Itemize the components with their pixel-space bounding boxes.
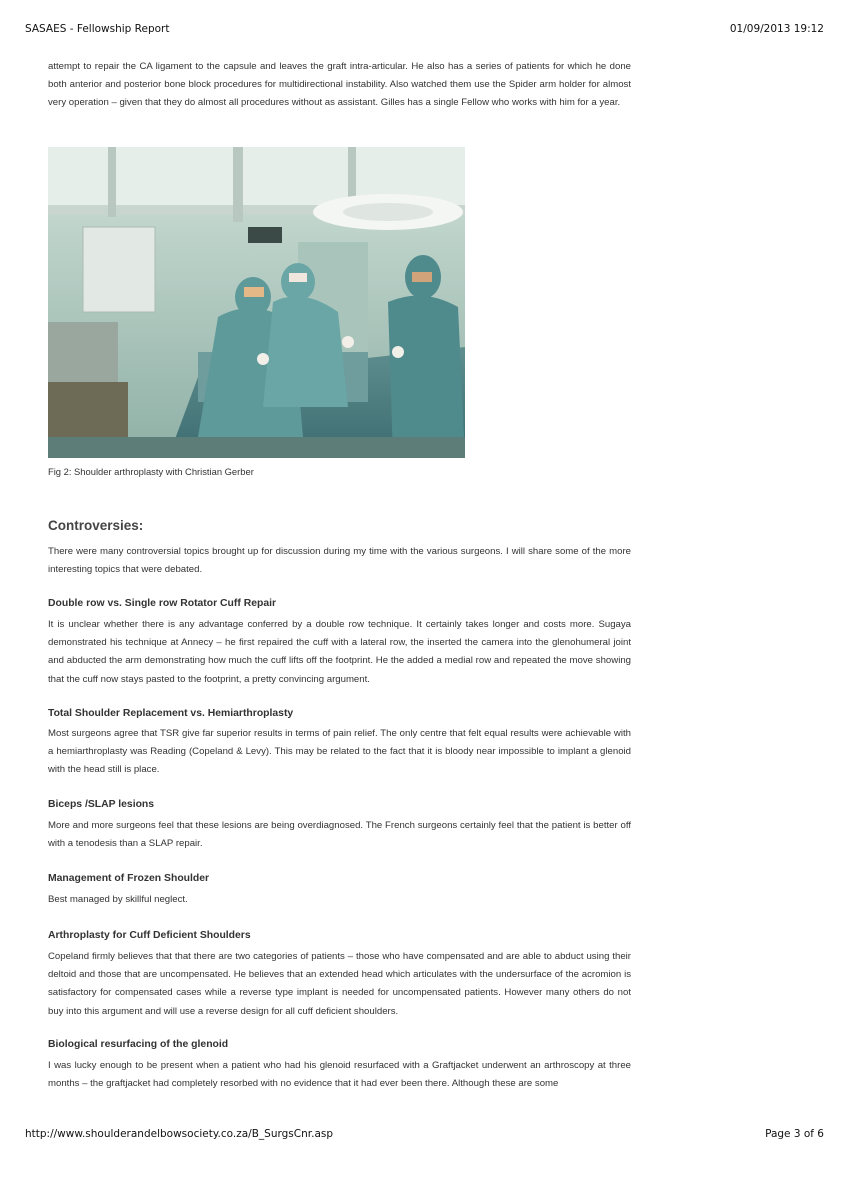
- page-number: Page 3 of 6: [765, 1128, 824, 1140]
- surgery-photo: [48, 147, 465, 458]
- topic-body: Copeland firmly believes that that there are two categories of patients – those who have compensated and are able to abduct using their deltoid and those that are uncompensated. He believes that an extended head which articulates with the undersurface of the acromion is satisfactory for compensated cases while a reverse type implant is needed for uncompensated patients. However many others do not buy into this argument and will use a reverse design for all cuff deficient shoulders.: [48, 951, 631, 1017]
- page-header: [25, 23, 824, 37]
- source-url: http://www.shoulderandelbowsociety.co.za/B_SurgsCnr.asp: [25, 1128, 334, 1140]
- topic-heading: Biceps /SLAP lesions: [48, 799, 155, 810]
- topic-body: More and more surgeons feel that these lesions are being overdiagnosed. The French surgeons certainly feel that the patient is better off with a tenodesis than a SLAP repair.: [48, 820, 631, 850]
- figure-caption: Fig 2: Shoulder arthroplasty with Christian Gerber: [48, 466, 254, 477]
- intro-paragraph: attempt to repair the CA ligament to the capsule and leaves the graft intra-articular. He also has a series of patients for which he done both anterior and posterior bone block procedures for multidirectional instability. Also watched them use the Spider arm holder for almost very operation – given that they do almost all procedures without as assistant. Gilles has a single Fellow who works with him for a year.: [48, 61, 631, 109]
- section-title: Controversies:: [48, 518, 144, 533]
- topic-heading: Arthroplasty for Cuff Deficient Shoulders: [48, 930, 251, 941]
- topic-heading: Management of Frozen Shoulder: [48, 873, 210, 884]
- topic-heading: Total Shoulder Replacement vs. Hemiarthroplasty: [48, 708, 294, 719]
- topic-body: Best managed by skillful neglect.: [48, 894, 188, 905]
- topic-body: Most surgeons agree that TSR give far superior results in terms of pain relief. The only centre that felt equal results were achievable with a hemiarthroplasty was Reading (Copeland & Levy). This may be related to the fact that it is bloody near impossible to implant a glenoid with the head still is place.: [48, 728, 631, 776]
- print-datetime: 01/09/2013 19:12: [729, 23, 824, 35]
- topic-body: It is unclear whether there is any advantage conferred by a double row technique. It certainly takes longer and costs more. Sugaya demonstrated his technique at Annecy – he first repaired the cuff with a lateral row, the inserted the camera into the glenohumeral joint and abducted the arm demonstrating how much the cuff lifts off the footprint. He the added a medial row and repeated the move showing that the cuff now stays pasted to the footprint, a pretty convincing argument.: [48, 619, 631, 685]
- topic-body: I was lucky enough to be present when a patient who had his glenoid resurfaced with a Graftjacket underwent an arthroscopy at three months – the graftjacket had completely resorbed with no evidence that it had ever been there. Although these are some: [48, 1060, 631, 1090]
- topic-heading: Double row vs. Single row Rotator Cuff Repair: [48, 598, 277, 609]
- section-intro: There were many controversial topics brought up for discussion during my time with the various surgeons. I will share some of the more interesting topics that were debated.: [48, 546, 631, 576]
- topic-heading: Biological resurfacing of the glenoid: [48, 1039, 229, 1050]
- document-title: SASAES - Fellowship Report: [25, 23, 170, 35]
- page-footer: [25, 1128, 824, 1142]
